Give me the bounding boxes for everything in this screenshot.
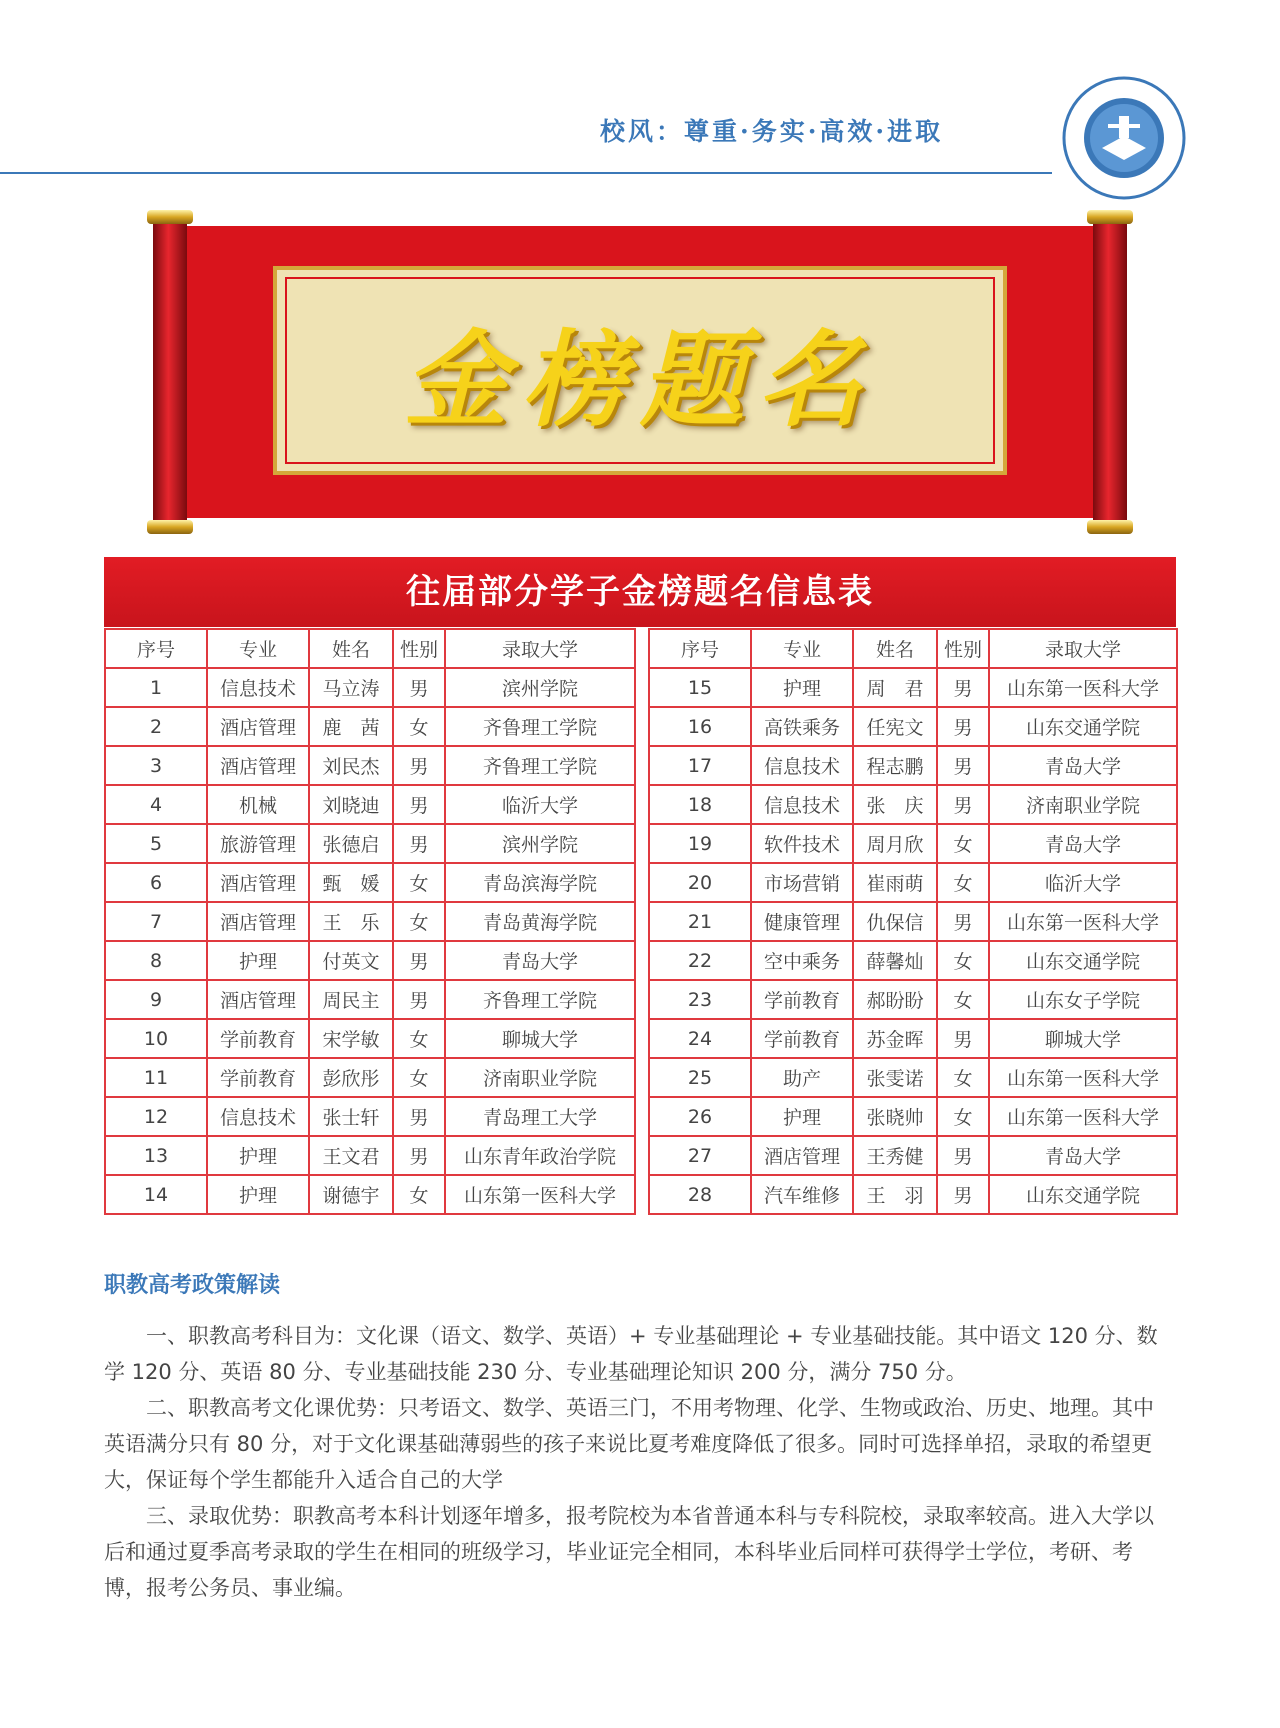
university-cell: 山东第一医科大学 <box>445 1175 635 1214</box>
row-number-cell: 26 <box>649 1097 751 1136</box>
row-number-cell: 2 <box>105 707 207 746</box>
table-row <box>105 668 635 707</box>
header-cell: 序号 <box>105 629 207 668</box>
student-name-cell: 谢德宇 <box>309 1175 393 1214</box>
table-row <box>105 863 635 902</box>
major-cell: 信息技术 <box>207 668 309 707</box>
major-cell: 学前教育 <box>207 1019 309 1058</box>
major-cell: 酒店管理 <box>207 902 309 941</box>
student-name-cell: 彭欣彤 <box>309 1058 393 1097</box>
university-cell: 山东交通学院 <box>989 707 1177 746</box>
student-name-cell: 张晓帅 <box>853 1097 937 1136</box>
gender-cell: 男 <box>393 1136 445 1175</box>
gender-cell: 男 <box>937 785 989 824</box>
table-row <box>649 785 1177 824</box>
student-name-cell: 周 君 <box>853 668 937 707</box>
table-row <box>105 746 635 785</box>
table-header-row <box>649 629 1177 668</box>
row-number-cell: 22 <box>649 941 751 980</box>
university-cell: 山东青年政治学院 <box>445 1136 635 1175</box>
university-cell: 山东第一医科大学 <box>989 1097 1177 1136</box>
gender-cell: 男 <box>393 785 445 824</box>
university-cell: 青岛大学 <box>989 746 1177 785</box>
row-number-cell: 4 <box>105 785 207 824</box>
row-number-cell: 16 <box>649 707 751 746</box>
gender-cell: 女 <box>393 1058 445 1097</box>
row-number-cell: 3 <box>105 746 207 785</box>
university-cell: 临沂大学 <box>445 785 635 824</box>
major-cell: 酒店管理 <box>207 863 309 902</box>
gender-cell: 女 <box>393 1019 445 1058</box>
row-number-cell: 27 <box>649 1136 751 1175</box>
student-name-cell: 周月欣 <box>853 824 937 863</box>
gender-cell: 女 <box>393 902 445 941</box>
major-cell: 软件技术 <box>751 824 853 863</box>
student-name-cell: 王 乐 <box>309 902 393 941</box>
table-row <box>105 1097 635 1136</box>
major-cell: 酒店管理 <box>207 746 309 785</box>
student-name-cell: 鹿 茜 <box>309 707 393 746</box>
banner-title: 金榜题名 <box>403 318 876 441</box>
row-number-cell: 1 <box>105 668 207 707</box>
gender-cell: 男 <box>937 1175 989 1214</box>
university-cell: 青岛理工大学 <box>445 1097 635 1136</box>
student-name-cell: 程志鹏 <box>853 746 937 785</box>
policy-paragraph: 二、职教高考文化课优势：只考语文、数学、英语三门，不用考物理、化学、生物或政治、历史、地理。其中英语满分只有 80 分，对于文化课基础薄弱些的孩子来说比夏考难度降低了很多。同时可选择单招，录取的希望更大，保证每个学生都能升入适合自己的大学 <box>104 1396 1154 1492</box>
student-name-cell: 王秀健 <box>853 1136 937 1175</box>
table-row <box>649 1175 1177 1214</box>
table-row <box>105 1136 635 1175</box>
header-cell: 性别 <box>393 629 445 668</box>
gender-cell: 男 <box>393 824 445 863</box>
gender-cell: 男 <box>393 1097 445 1136</box>
university-cell: 聊城大学 <box>989 1019 1177 1058</box>
row-number-cell: 23 <box>649 980 751 1019</box>
table-row <box>105 902 635 941</box>
row-number-cell: 17 <box>649 746 751 785</box>
university-cell: 青岛大学 <box>989 824 1177 863</box>
major-cell: 护理 <box>207 1175 309 1214</box>
header-cell: 姓名 <box>309 629 393 668</box>
table-header-row <box>105 629 635 668</box>
table-row <box>105 824 635 863</box>
gender-cell: 男 <box>393 668 445 707</box>
major-cell: 汽车维修 <box>751 1175 853 1214</box>
row-number-cell: 13 <box>105 1136 207 1175</box>
header-cell: 录取大学 <box>989 629 1177 668</box>
student-name-cell: 薛馨灿 <box>853 941 937 980</box>
university-cell: 山东第一医科大学 <box>989 902 1177 941</box>
student-name-cell: 张德启 <box>309 824 393 863</box>
table-row <box>649 1097 1177 1136</box>
major-cell: 护理 <box>207 1136 309 1175</box>
student-name-cell: 张雯诺 <box>853 1058 937 1097</box>
table-row <box>105 980 635 1019</box>
header-cell: 姓名 <box>853 629 937 668</box>
table-row <box>649 980 1177 1019</box>
table-row <box>105 785 635 824</box>
student-name-cell: 苏金晖 <box>853 1019 937 1058</box>
university-cell: 青岛大学 <box>445 941 635 980</box>
header-divider <box>0 172 1052 174</box>
row-number-cell: 28 <box>649 1175 751 1214</box>
student-name-cell: 周民主 <box>309 980 393 1019</box>
major-cell: 学前教育 <box>751 1019 853 1058</box>
row-number-cell: 21 <box>649 902 751 941</box>
school-motto: 校风：尊重·务实·高效·进取 <box>600 117 944 146</box>
row-number-cell: 24 <box>649 1019 751 1058</box>
gender-cell: 女 <box>937 824 989 863</box>
university-cell: 济南职业学院 <box>989 785 1177 824</box>
table-row <box>105 1019 635 1058</box>
row-number-cell: 12 <box>105 1097 207 1136</box>
table-row <box>649 746 1177 785</box>
header-cell: 性别 <box>937 629 989 668</box>
university-cell: 青岛大学 <box>989 1136 1177 1175</box>
major-cell: 高铁乘务 <box>751 707 853 746</box>
student-name-cell: 甄 媛 <box>309 863 393 902</box>
row-number-cell: 10 <box>105 1019 207 1058</box>
policy-paragraph: 一、职教高考科目为：文化课（语文、数学、英语）+ 专业基础理论 + 专业基础技能。其中语文 120 分、数学 120 分、英语 80 分、专业基础技能 230 分、专业基础理论知识 200 分，满分 750 分。 <box>104 1324 1158 1384</box>
table-row <box>105 941 635 980</box>
policy-section-title: 职教高考政策解读 <box>104 1273 281 1298</box>
major-cell: 护理 <box>751 1097 853 1136</box>
gender-cell: 男 <box>937 1019 989 1058</box>
university-cell: 齐鲁理工学院 <box>445 707 635 746</box>
row-number-cell: 6 <box>105 863 207 902</box>
gender-cell: 女 <box>937 980 989 1019</box>
university-cell: 滨州学院 <box>445 824 635 863</box>
major-cell: 旅游管理 <box>207 824 309 863</box>
major-cell: 学前教育 <box>207 1058 309 1097</box>
student-name-cell: 崔雨萌 <box>853 863 937 902</box>
major-cell: 助产 <box>751 1058 853 1097</box>
student-name-cell: 王文君 <box>309 1136 393 1175</box>
university-cell: 齐鲁理工学院 <box>445 746 635 785</box>
major-cell: 护理 <box>751 668 853 707</box>
major-cell: 酒店管理 <box>207 980 309 1019</box>
major-cell: 信息技术 <box>207 1097 309 1136</box>
major-cell: 酒店管理 <box>751 1136 853 1175</box>
major-cell: 护理 <box>207 941 309 980</box>
table-row <box>105 707 635 746</box>
major-cell: 学前教育 <box>751 980 853 1019</box>
table-row <box>649 902 1177 941</box>
row-number-cell: 5 <box>105 824 207 863</box>
gender-cell: 女 <box>393 707 445 746</box>
admission-table-left <box>104 628 636 1215</box>
university-cell: 山东女子学院 <box>989 980 1177 1019</box>
gender-cell: 女 <box>393 1175 445 1214</box>
university-cell: 山东交通学院 <box>989 941 1177 980</box>
student-name-cell: 张 庆 <box>853 785 937 824</box>
gender-cell: 女 <box>393 863 445 902</box>
gender-cell: 男 <box>393 746 445 785</box>
major-cell: 信息技术 <box>751 785 853 824</box>
gender-cell: 男 <box>393 941 445 980</box>
university-cell: 齐鲁理工学院 <box>445 980 635 1019</box>
row-number-cell: 9 <box>105 980 207 1019</box>
row-number-cell: 15 <box>649 668 751 707</box>
gender-cell: 女 <box>937 1097 989 1136</box>
gender-cell: 男 <box>937 746 989 785</box>
major-cell: 机械 <box>207 785 309 824</box>
university-cell: 临沂大学 <box>989 863 1177 902</box>
student-name-cell: 王 羽 <box>853 1175 937 1214</box>
table-row <box>649 1136 1177 1175</box>
student-name-cell: 郝盼盼 <box>853 980 937 1019</box>
admission-table-right <box>648 628 1178 1215</box>
table-row <box>105 1058 635 1097</box>
gender-cell: 男 <box>937 902 989 941</box>
student-name-cell: 张士轩 <box>309 1097 393 1136</box>
header-cell: 录取大学 <box>445 629 635 668</box>
major-cell: 健康管理 <box>751 902 853 941</box>
gender-cell: 男 <box>393 980 445 1019</box>
major-cell: 市场营销 <box>751 863 853 902</box>
table-row <box>649 668 1177 707</box>
table-row <box>649 1058 1177 1097</box>
student-name-cell: 刘晓迪 <box>309 785 393 824</box>
student-name-cell: 刘民杰 <box>309 746 393 785</box>
university-cell: 聊城大学 <box>445 1019 635 1058</box>
table-row <box>649 707 1177 746</box>
major-cell: 酒店管理 <box>207 707 309 746</box>
row-number-cell: 8 <box>105 941 207 980</box>
table-row <box>649 1019 1177 1058</box>
gender-cell: 男 <box>937 1136 989 1175</box>
table-row <box>649 863 1177 902</box>
table-row <box>649 824 1177 863</box>
row-number-cell: 7 <box>105 902 207 941</box>
row-number-cell: 14 <box>105 1175 207 1214</box>
major-cell: 空中乘务 <box>751 941 853 980</box>
row-number-cell: 19 <box>649 824 751 863</box>
gender-cell: 女 <box>937 1058 989 1097</box>
header-cell: 专业 <box>207 629 309 668</box>
university-cell: 滨州学院 <box>445 668 635 707</box>
table-row <box>649 941 1177 980</box>
policy-paragraph: 三、录取优势：职教高考本科计划逐年增多，报考院校为本省普通本科与专科院校，录取率较高。进入大学以后和通过夏季高考录取的学生在相同的班级学习，毕业证完全相同，本科毕业后同样可获得学士学位，考研、考博，报考公务员、事业编。 <box>104 1504 1154 1600</box>
university-cell: 山东交通学院 <box>989 1175 1177 1214</box>
row-number-cell: 20 <box>649 863 751 902</box>
school-seal-icon <box>1062 76 1186 200</box>
gender-cell: 女 <box>937 863 989 902</box>
university-cell: 山东第一医科大学 <box>989 668 1177 707</box>
student-name-cell: 宋学敏 <box>309 1019 393 1058</box>
university-cell: 济南职业学院 <box>445 1058 635 1097</box>
major-cell: 信息技术 <box>751 746 853 785</box>
header-cell: 专业 <box>751 629 853 668</box>
student-name-cell: 仇保信 <box>853 902 937 941</box>
header-cell: 序号 <box>649 629 751 668</box>
row-number-cell: 25 <box>649 1058 751 1097</box>
student-name-cell: 马立涛 <box>309 668 393 707</box>
university-cell: 青岛黄海学院 <box>445 902 635 941</box>
gender-cell: 男 <box>937 668 989 707</box>
student-name-cell: 任宪文 <box>853 707 937 746</box>
row-number-cell: 18 <box>649 785 751 824</box>
row-number-cell: 11 <box>105 1058 207 1097</box>
gender-cell: 男 <box>937 707 989 746</box>
university-cell: 青岛滨海学院 <box>445 863 635 902</box>
table-row <box>105 1175 635 1214</box>
university-cell: 山东第一医科大学 <box>989 1058 1177 1097</box>
table-title: 往届部分学子金榜题名信息表 <box>104 557 1176 627</box>
student-name-cell: 付英文 <box>309 941 393 980</box>
gender-cell: 女 <box>937 941 989 980</box>
